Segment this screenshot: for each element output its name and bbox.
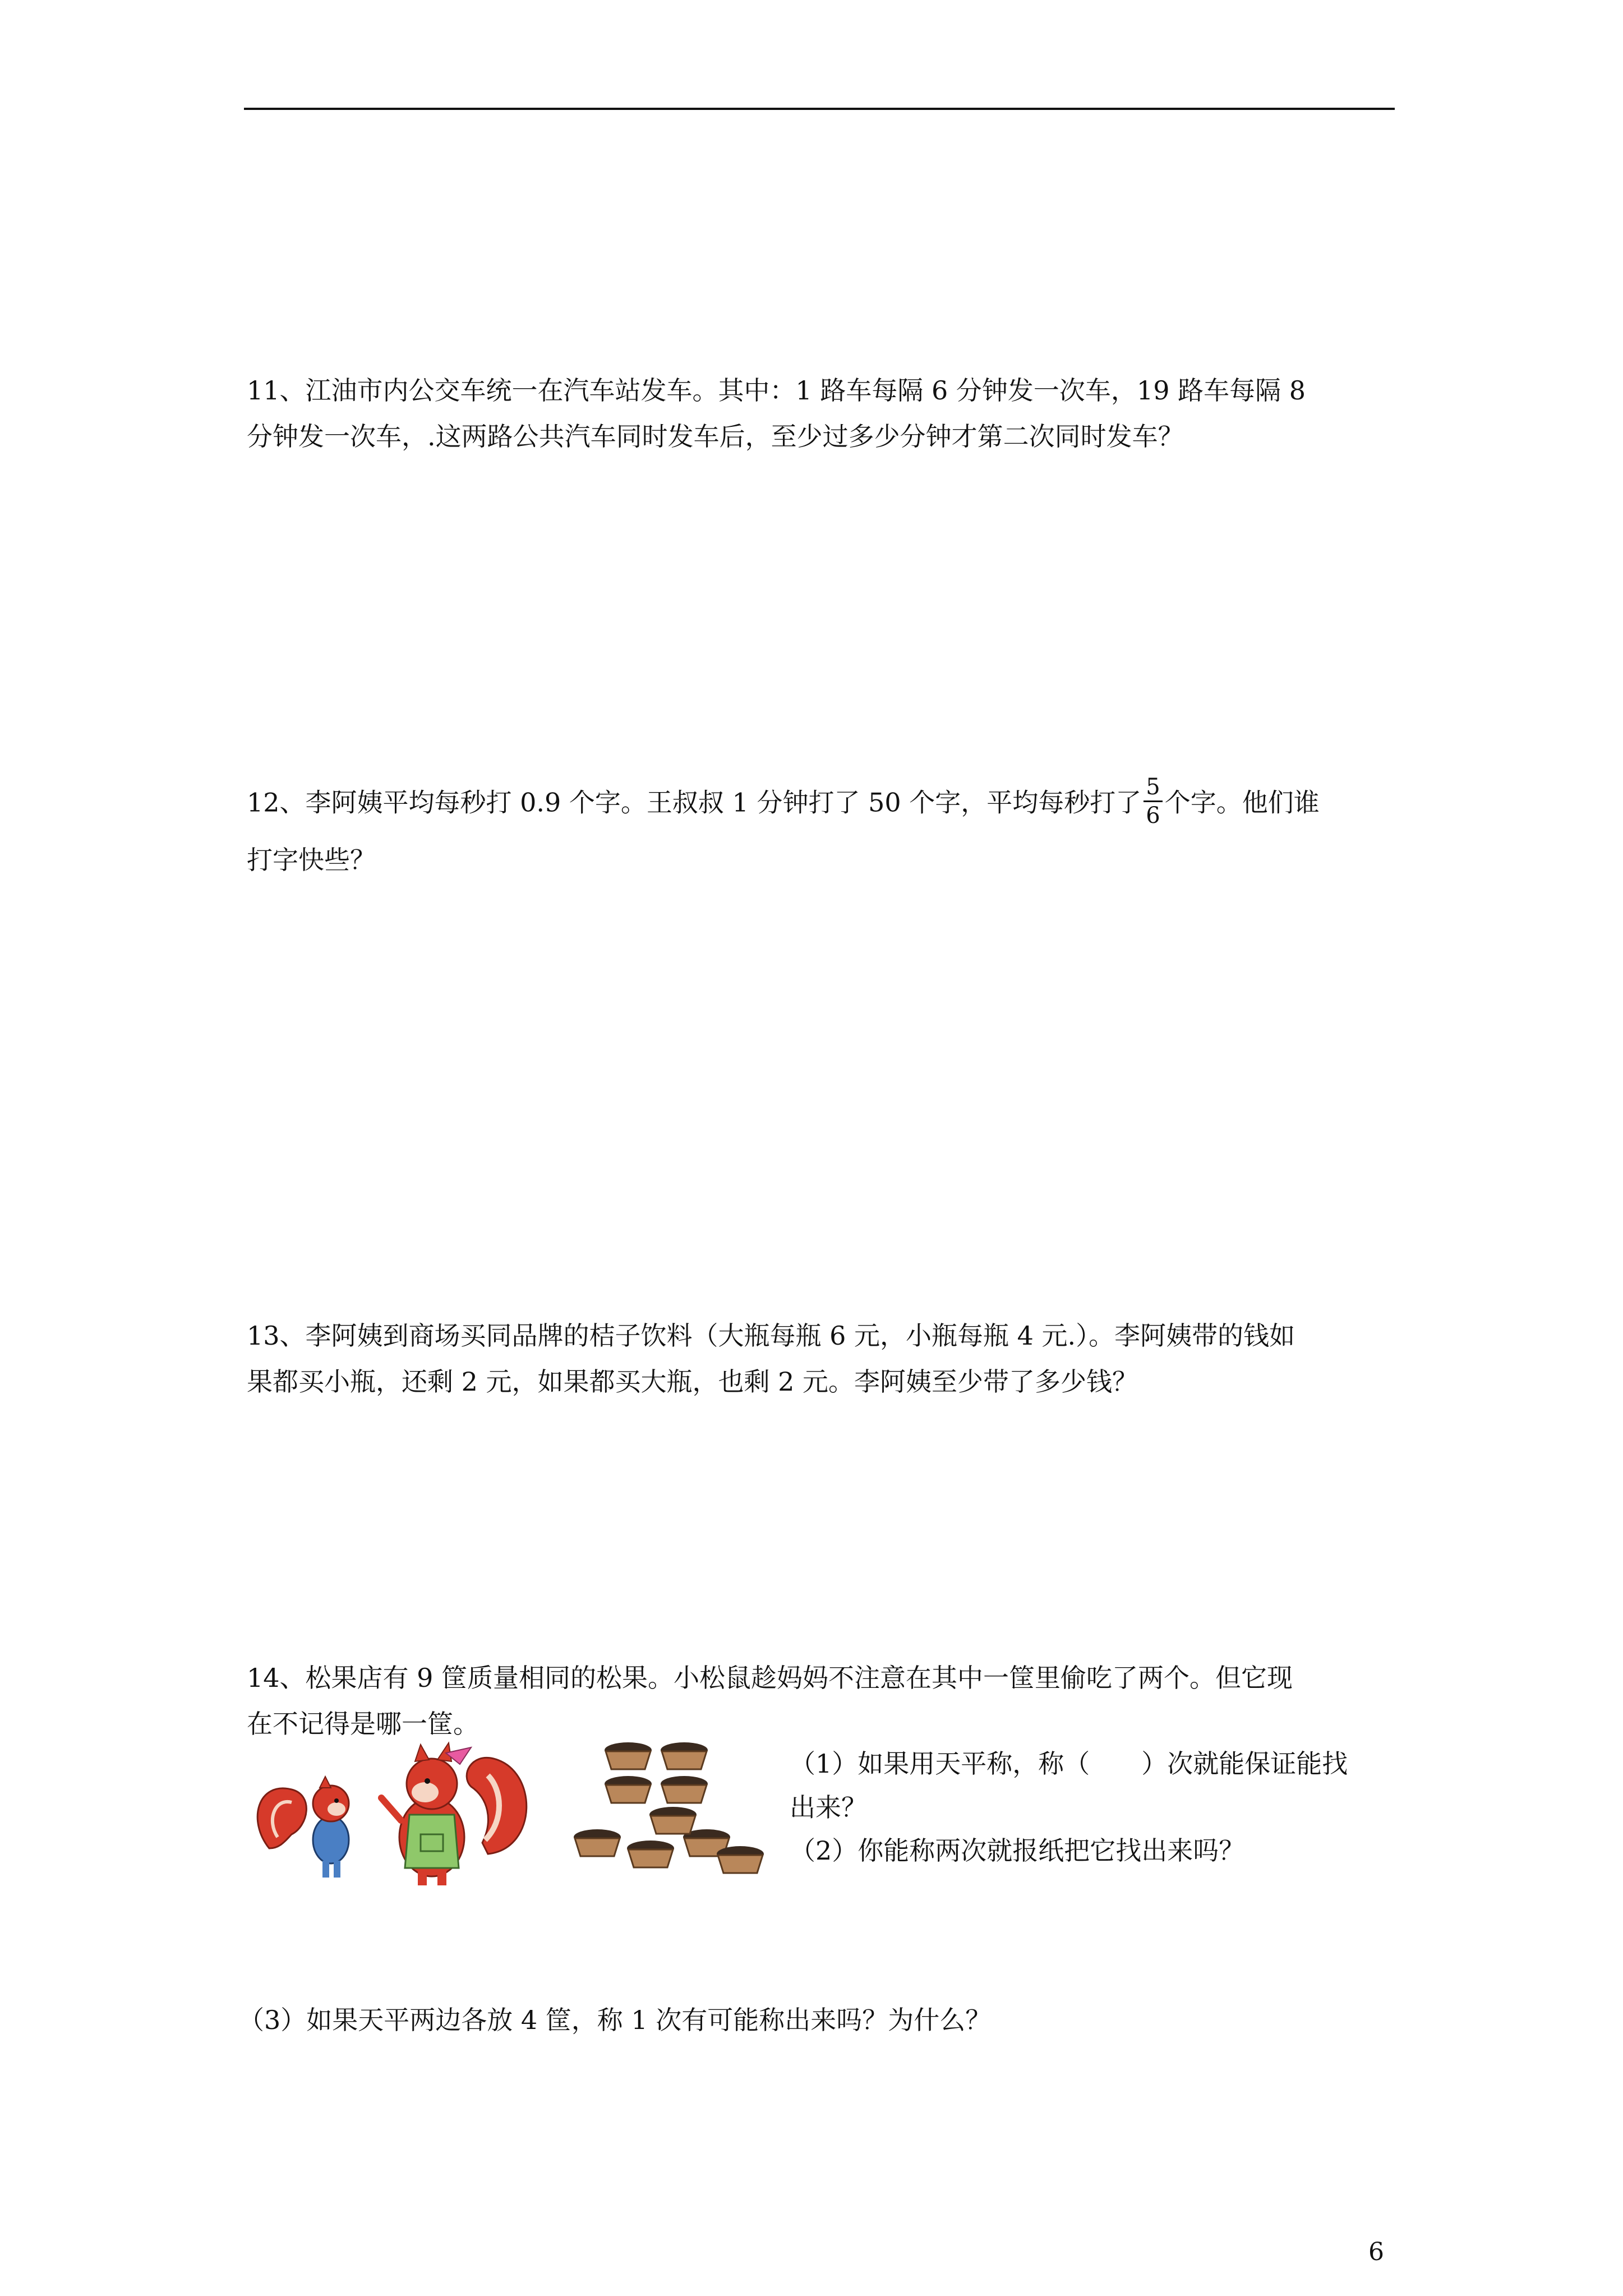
fraction-denominator: 6 bbox=[1146, 803, 1160, 829]
question-13 bbox=[247, 1313, 1396, 1405]
question-13-line-2: 果都买小瓶，还剩 2 元，如果都买大瓶，也剩 2 元。李阿姨至少带了多少钱？ bbox=[247, 1366, 1138, 1397]
fraction-numerator: 5 bbox=[1144, 774, 1162, 802]
header-rule bbox=[244, 108, 1395, 110]
mother-squirrel-icon bbox=[381, 1743, 527, 1885]
question-14-sub-1-line-1: （1）如果用天平称，称（ ）次就能保证能找 bbox=[790, 1749, 1348, 1779]
page-number: 6 bbox=[1368, 2238, 1384, 2266]
question-12-text-before: 12、李阿姨平均每秒打 0.9 个字。王叔叔 1 分钟打了 50 个字，平均每秒打了 bbox=[247, 787, 1142, 818]
question-14-line-2: 在不记得是哪一筐。 bbox=[247, 1709, 479, 1739]
question-14-sub-3: （3）如果天平两边各放 4 筐，称 1 次有可能称出来吗？为什么？ bbox=[238, 2005, 992, 2035]
question-14-line-1: 14、松果店有 9 筐质量相同的松果。小松鼠趁妈妈不注意在其中一筐里偷吃了两个。但它现 bbox=[247, 1663, 1293, 1693]
question-11-line-2: 分钟发一次车，.这两路公共汽车同时发车后，至少过多少分钟才第二次同时发车？ bbox=[247, 421, 1184, 452]
question-14-sub-1-line-2: 出来？ bbox=[790, 1792, 867, 1823]
question-14 bbox=[247, 1655, 1396, 1747]
question-13-line-1: 13、李阿姨到商场买同品牌的桔子饮料（大瓶每瓶 6 元，小瓶每瓶 4 元.）。李阿姨带的钱如 bbox=[247, 1320, 1295, 1351]
fraction-five-sixths bbox=[1144, 774, 1162, 829]
small-squirrel-icon bbox=[257, 1777, 349, 1878]
question-12 bbox=[247, 774, 1396, 883]
squirrels-baskets-illustration bbox=[247, 1736, 768, 1893]
question-11-line-1: 11、江油市内公交车统一在汽车站发车。其中：1 路车每隔 6 分钟发一次车，19 路车每隔 8 bbox=[247, 375, 1306, 406]
question-11 bbox=[247, 367, 1396, 459]
question-14-sub-2: （2）你能称两次就报纸把它找出来吗？ bbox=[790, 1835, 1245, 1866]
pinecone-basket-icons bbox=[574, 1742, 764, 1873]
question-12-line-1 bbox=[247, 774, 1396, 832]
question-12-line-2: 打字快些？ bbox=[247, 845, 376, 875]
question-14-sub-1 bbox=[790, 1742, 1407, 1829]
question-12-text-after: 个字。他们谁 bbox=[1164, 787, 1320, 818]
